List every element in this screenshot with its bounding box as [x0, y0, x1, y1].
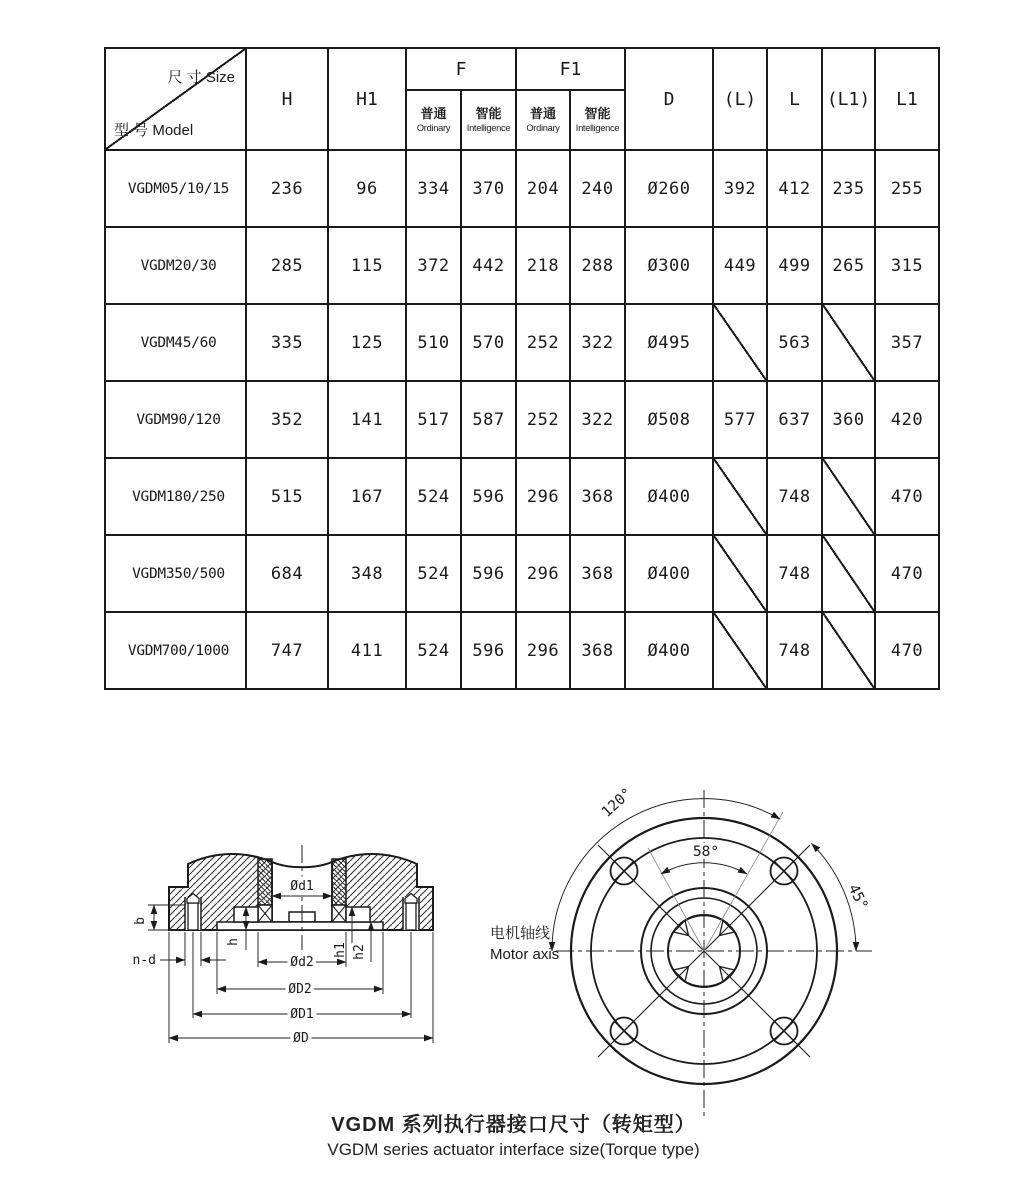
table-cell: 368 — [570, 612, 625, 689]
table-cell: 296 — [516, 535, 570, 612]
bolt-left — [185, 894, 201, 931]
table-cell: 470 — [875, 612, 939, 689]
spigot-recess — [217, 922, 383, 930]
table-cell: 470 — [875, 535, 939, 612]
table-cell: 499 — [767, 227, 822, 304]
model-cell: VGDM05/10/15 — [105, 150, 246, 227]
table-cell — [822, 458, 875, 535]
table-cell: 748 — [767, 458, 822, 535]
table-row — [105, 150, 939, 227]
table-cell: 357 — [875, 304, 939, 381]
table-cell: 515 — [246, 458, 328, 535]
table-cell: 524 — [406, 612, 461, 689]
table-cell: 252 — [516, 381, 570, 458]
bolt-hole — [611, 858, 638, 885]
table-cell: 334 — [406, 150, 461, 227]
step-block-right — [346, 907, 370, 922]
section-view-drawing — [133, 845, 433, 1046]
table-cell: 420 — [875, 381, 939, 458]
table-cell: 684 — [246, 535, 328, 612]
table-cell: 587 — [461, 381, 516, 458]
col-header-l: L — [767, 48, 822, 150]
table-cell: Ø400 — [625, 612, 713, 689]
seal-section-left — [258, 905, 272, 922]
table-row — [105, 535, 939, 612]
subheader-f-ordinary — [406, 90, 461, 150]
table-cell: 596 — [461, 612, 516, 689]
model-cell: VGDM20/30 — [105, 227, 246, 304]
col-header-f1: F1 — [516, 48, 625, 90]
table-cell: Ø400 — [625, 535, 713, 612]
table-cell: 411 — [328, 612, 406, 689]
model-cell: VGDM45/60 — [105, 304, 246, 381]
dim-label-D2: ØD2 — [288, 982, 312, 997]
table-cell — [822, 304, 875, 381]
table-cell: 204 — [516, 150, 570, 227]
table-cell: Ø300 — [625, 227, 713, 304]
bore-wall-left — [258, 859, 272, 905]
bolt-hole — [611, 1018, 638, 1045]
table-cell: 442 — [461, 227, 516, 304]
col-header-f: F — [406, 48, 516, 90]
table-row — [105, 612, 939, 689]
table-cell: 368 — [570, 535, 625, 612]
dim-label-d1: Ød1 — [290, 879, 314, 894]
table-cell: 637 — [767, 381, 822, 458]
table-cell: 470 — [875, 458, 939, 535]
table-cell: 449 — [713, 227, 767, 304]
table-cell: Ø508 — [625, 381, 713, 458]
table-cell: 563 — [767, 304, 822, 381]
table-cell: 360 — [822, 381, 875, 458]
col-header-l1: L1 — [875, 48, 939, 150]
subheader-cn: 智能 — [584, 106, 611, 121]
model-cell: VGDM350/500 — [105, 535, 246, 612]
table-cell — [822, 612, 875, 689]
col-header-l1-opt: (L1) — [822, 48, 875, 150]
table-cell: 392 — [713, 150, 767, 227]
table-cell: 748 — [767, 612, 822, 689]
caption — [0, 1108, 1027, 1160]
subheader-f1-intelligence — [570, 90, 625, 150]
caption-chinese: VGDM 系列执行器接口尺寸（转矩型） — [331, 1114, 696, 1136]
table-cell: 747 — [246, 612, 328, 689]
table-cell: 412 — [767, 150, 822, 227]
model-cell: VGDM700/1000 — [105, 612, 246, 689]
table-cell: 322 — [570, 304, 625, 381]
table-cell: 372 — [406, 227, 461, 304]
table-cell: 524 — [406, 458, 461, 535]
table-cell: 596 — [461, 535, 516, 612]
table-cell — [713, 304, 767, 381]
col-header-h1: H1 — [328, 48, 406, 150]
corner-size-label: 尺 寸 Size — [167, 69, 235, 86]
subheader-en: Ordinary — [416, 123, 451, 133]
table-cell: 265 — [822, 227, 875, 304]
table-cell: 141 — [328, 381, 406, 458]
bolt-hole — [771, 858, 798, 885]
table-cell: 296 — [516, 458, 570, 535]
table-cell: 335 — [246, 304, 328, 381]
table-cell: 235 — [822, 150, 875, 227]
table-cell: Ø495 — [625, 304, 713, 381]
table-cell: 570 — [461, 304, 516, 381]
caption-english: VGDM series actuator interface size(Torque type) — [327, 1140, 700, 1159]
table-cell: 596 — [461, 458, 516, 535]
subheader-f-intelligence — [461, 90, 516, 150]
corner-cell — [105, 48, 246, 150]
technical-drawings — [0, 740, 1027, 1160]
subheader-cn: 普通 — [529, 106, 556, 121]
table-row — [105, 227, 939, 304]
table-cell: 288 — [570, 227, 625, 304]
angle-45-label: 45° — [844, 881, 871, 913]
corner-model-label: 型 号 Model — [114, 122, 194, 139]
dim-label-h1: h1 — [333, 942, 348, 958]
bolt-right — [403, 894, 419, 931]
col-header-d: D — [625, 48, 713, 150]
dimension-table — [104, 47, 940, 690]
dim-label-h2: h2 — [352, 944, 367, 960]
dim-label-D1: ØD1 — [290, 1007, 314, 1022]
subheader-cn: 普通 — [420, 106, 447, 121]
motor-axis-label — [490, 924, 559, 963]
subheader-en: Ordinary — [526, 123, 560, 133]
dim-label-D: ØD — [293, 1031, 309, 1046]
table-cell: 352 — [246, 381, 328, 458]
table-cell: 322 — [570, 381, 625, 458]
table-cell: 218 — [516, 227, 570, 304]
motor-axis-label-cn: 电机轴线 — [490, 925, 551, 942]
table-row — [105, 304, 939, 381]
table-cell: Ø260 — [625, 150, 713, 227]
table-cell: 296 — [516, 612, 570, 689]
motor-axis-label-en: Motor axis — [490, 946, 560, 963]
face-view-drawing — [490, 785, 872, 1116]
table-cell: 517 — [406, 381, 461, 458]
table-cell: 368 — [570, 458, 625, 535]
table-cell — [822, 535, 875, 612]
model-cell: VGDM90/120 — [105, 381, 246, 458]
table-cell: 255 — [875, 150, 939, 227]
table-cell — [713, 612, 767, 689]
table-cell: 510 — [406, 304, 461, 381]
subheader-en: Intelligence — [466, 123, 511, 133]
bore-wall-right — [332, 859, 346, 905]
col-header-h: H — [246, 48, 328, 150]
table-cell — [713, 535, 767, 612]
subheader-en: Intelligence — [575, 123, 620, 133]
table-cell: 285 — [246, 227, 328, 304]
table-cell: 252 — [516, 304, 570, 381]
table-cell: 115 — [328, 227, 406, 304]
table-cell: 125 — [328, 304, 406, 381]
seal-section-right — [332, 905, 346, 922]
table-cell: 348 — [328, 535, 406, 612]
table-cell: 315 — [875, 227, 939, 304]
table-cell: 370 — [461, 150, 516, 227]
dim-label-nd: n-d — [132, 953, 156, 968]
table-cell: 236 — [246, 150, 328, 227]
table-cell: 524 — [406, 535, 461, 612]
col-header-l-opt: (L) — [713, 48, 767, 150]
subheader-f1-ordinary — [516, 90, 570, 150]
bolt-hole — [771, 1018, 798, 1045]
dim-label-b: b — [133, 917, 148, 925]
table-cell — [713, 458, 767, 535]
table-cell: Ø400 — [625, 458, 713, 535]
model-cell: VGDM180/250 — [105, 458, 246, 535]
table-cell: 577 — [713, 381, 767, 458]
table-row — [105, 381, 939, 458]
table-cell: 240 — [570, 150, 625, 227]
table-cell: 96 — [328, 150, 406, 227]
dim-label-h: h — [226, 938, 241, 946]
angle-58-label: 58° — [692, 844, 720, 860]
table-row — [105, 458, 939, 535]
table-cell: 167 — [328, 458, 406, 535]
subheader-cn: 智能 — [475, 106, 502, 121]
table-cell: 748 — [767, 535, 822, 612]
angle-120-label: 120° — [598, 785, 636, 821]
dim-label-d2: Ød2 — [290, 955, 314, 970]
